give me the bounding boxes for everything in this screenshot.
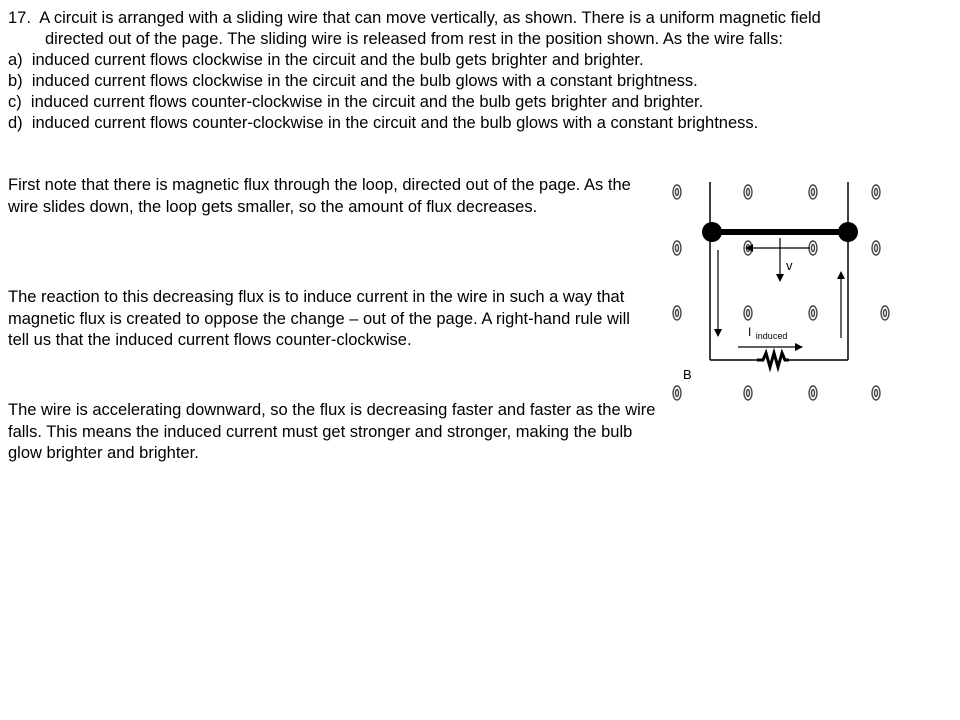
option-text: induced current flows counter-clockwise in the circuit and the bulb glows with a constant brightness. — [31, 114, 759, 132]
field-out-of-page-icon — [744, 185, 752, 199]
field-out-of-page-icon — [872, 185, 880, 199]
question-number: 17. — [8, 9, 31, 27]
option-b — [8, 71, 953, 92]
question-stem-line-1 — [8, 8, 953, 29]
resistor-icon — [757, 353, 789, 367]
field-symbols — [673, 185, 889, 400]
option-d — [8, 113, 953, 134]
field-out-of-page-icon — [872, 241, 880, 255]
option-c — [8, 92, 953, 113]
option-a — [8, 50, 953, 71]
field-out-of-page-icon — [673, 185, 681, 199]
option-letter: d) — [8, 114, 23, 132]
field-out-of-page-icon — [872, 386, 880, 400]
circuit-diagram — [660, 170, 900, 410]
option-text: induced current flows clockwise in the circuit and the bulb gets brighter and brighter. — [31, 51, 644, 69]
option-letter: a) — [8, 51, 23, 69]
explanation-paragraph-2: The reaction to this decreasing flux is to induce current in the wire in such a way that magnetic flux is created to oppose the change – out of the page. A right-hand rule will tell us that the induced current flows counter-clockwise. — [8, 288, 630, 349]
option-text: induced current flows clockwise in the circuit and the bulb glows with a constant brightness. — [31, 72, 698, 90]
field-out-of-page-icon — [744, 386, 752, 400]
velocity-label: v — [786, 258, 793, 273]
field-out-of-page-icon — [673, 241, 681, 255]
question-block — [8, 8, 953, 134]
explanation-paragraph-1: First note that there is magnetic flux through the loop, directed out of the page. As the wire slides down, the loop gets smaller, so the amount of flux decreases. — [8, 176, 631, 216]
field-out-of-page-icon — [881, 306, 889, 320]
field-out-of-page-icon — [673, 306, 681, 320]
question-stem-1: A circuit is arranged with a sliding wire that can move vertically, as shown. There is a uniform magnetic field — [39, 9, 821, 27]
option-text: induced current flows counter-clockwise in the circuit and the bulb gets brighter and brighter. — [30, 93, 704, 111]
current-symbol: I — [748, 325, 752, 339]
option-letter: b) — [8, 72, 23, 90]
question-stem-line-2: directed out of the page. The sliding wire is released from rest in the position shown. As the wire falls: — [45, 30, 783, 48]
explanation-paragraph-3: The wire is accelerating downward, so the flux is decreasing faster and faster as the wire falls. This means the induced current must get stronger and stronger, making the bulb glow brighter and brighter. — [8, 401, 656, 462]
field-out-of-page-icon — [673, 386, 681, 400]
current-subscript: induced — [755, 331, 788, 341]
induced-current-label — [748, 323, 787, 341]
field-out-of-page-icon — [809, 185, 817, 199]
field-out-of-page-icon — [809, 306, 817, 320]
field-out-of-page-icon — [809, 241, 817, 255]
field-out-of-page-icon — [744, 306, 752, 320]
field-out-of-page-icon — [809, 386, 817, 400]
field-label: B — [683, 367, 692, 382]
option-letter: c) — [8, 93, 22, 111]
